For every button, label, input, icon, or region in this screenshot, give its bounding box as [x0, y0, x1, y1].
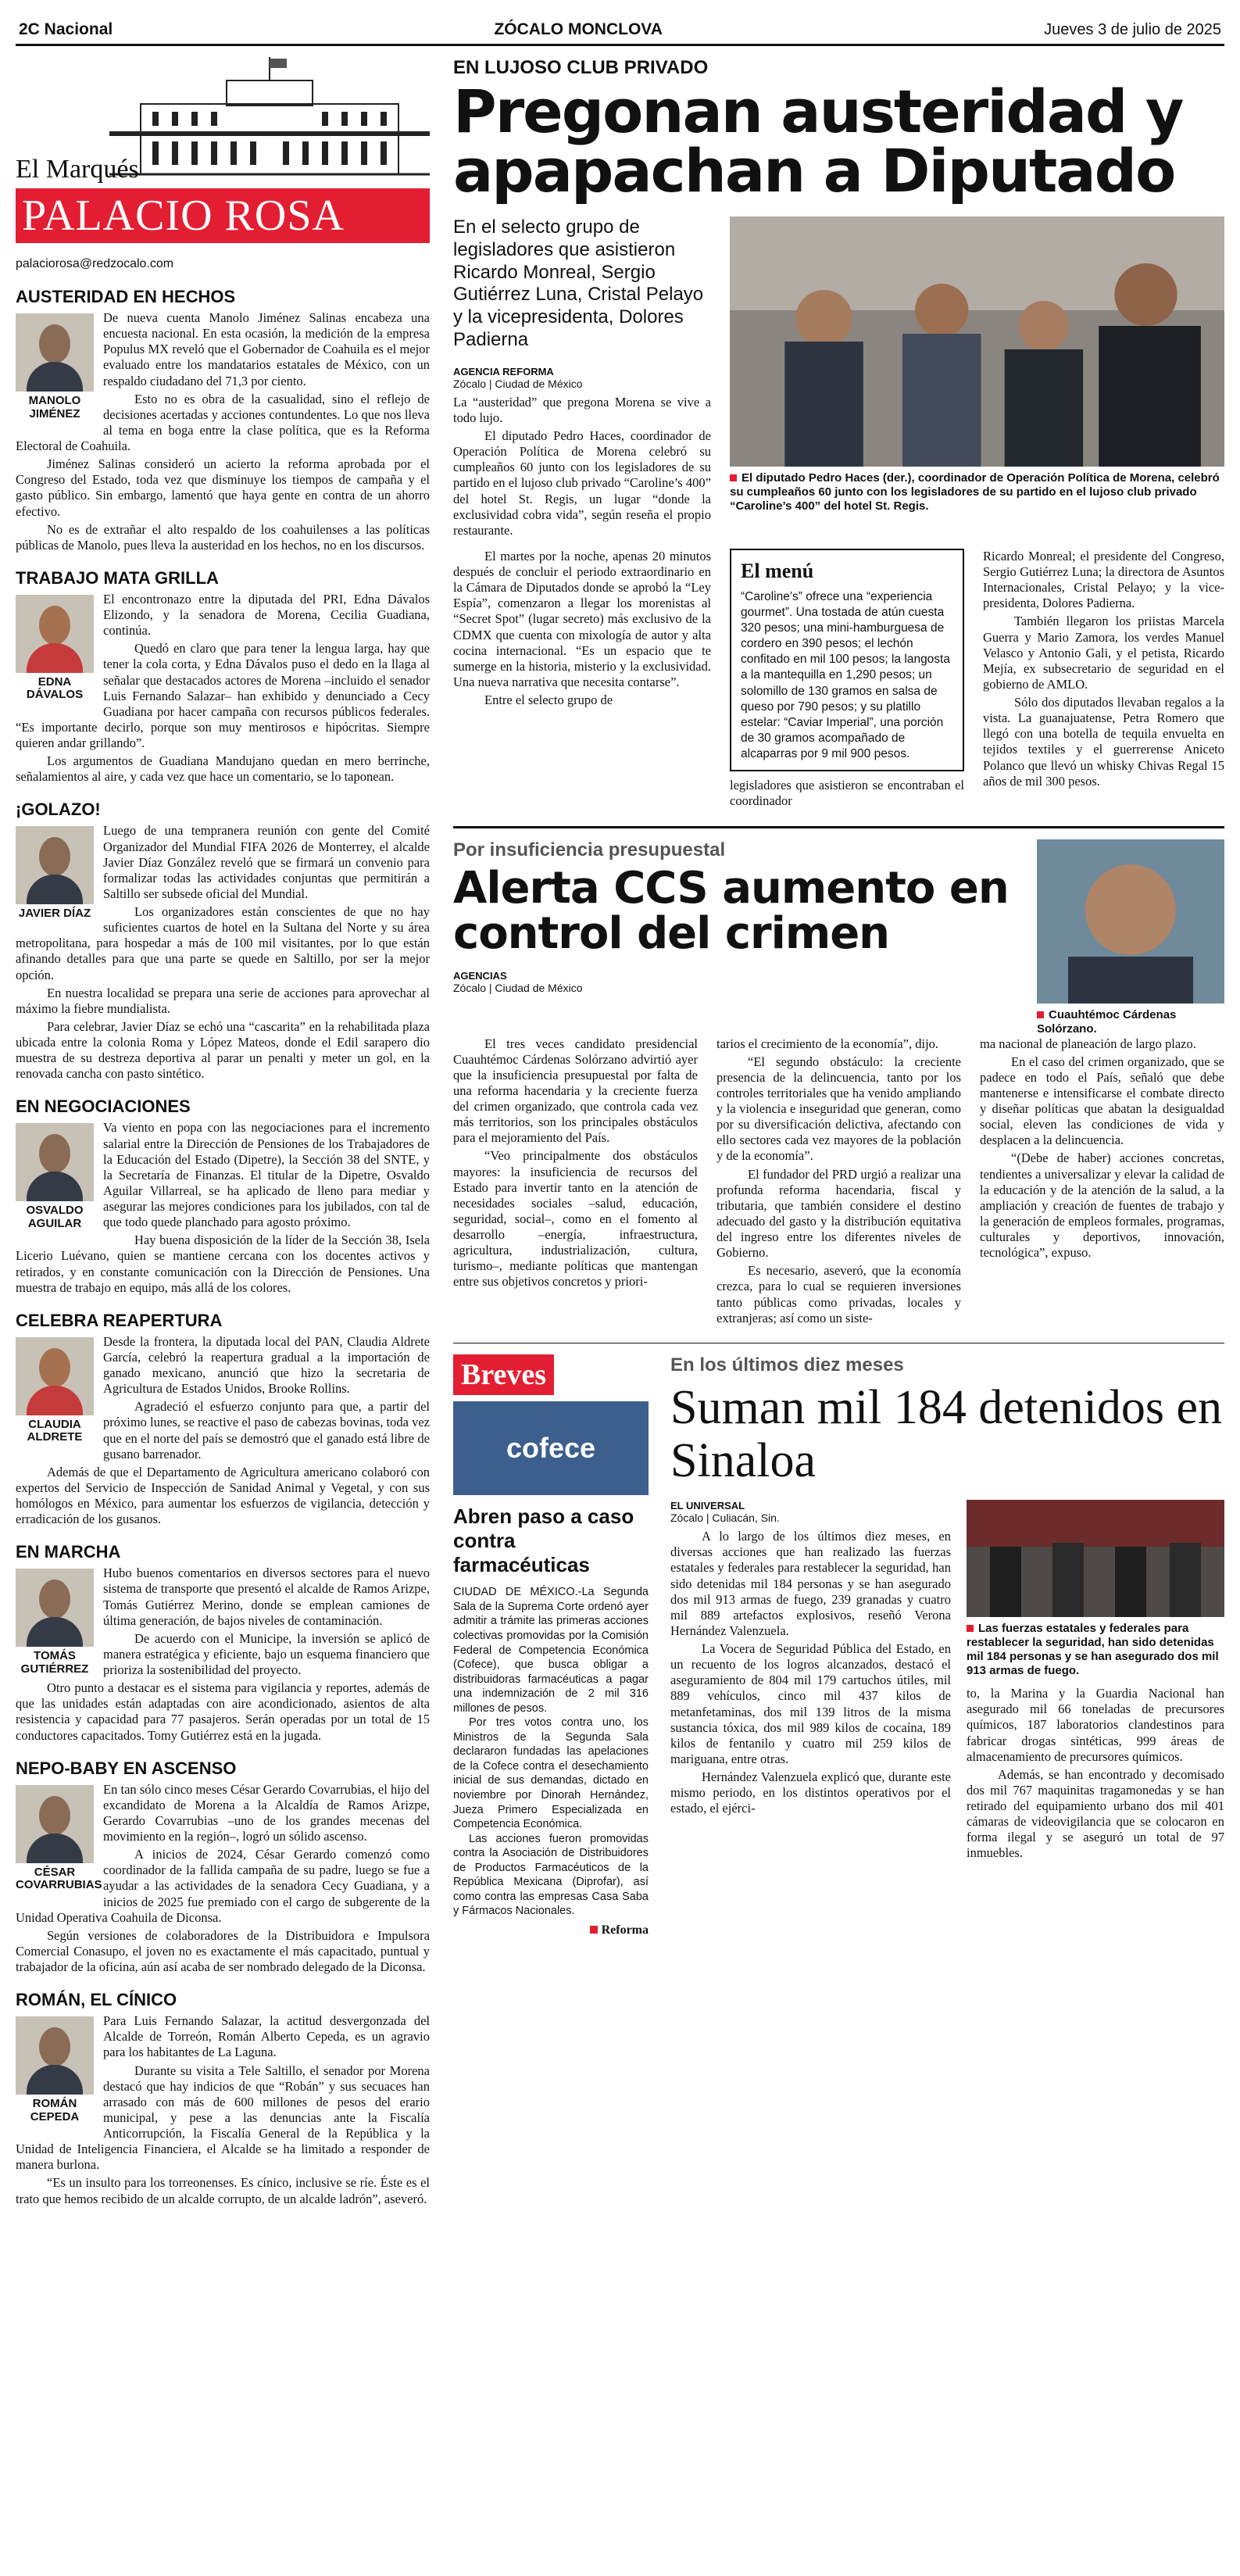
lead-place: Zócalo | Ciudad de México: [453, 377, 583, 390]
palace-illustration: [109, 57, 430, 182]
column-item: [16, 1752, 430, 1978]
lead-body: legisladores que asistieron se encontraban el coordinador: [730, 778, 964, 809]
issue-date: Jueves 3 de julio de 2025: [1044, 21, 1221, 38]
second-headline: Alerta CCS aumento en control del crimen: [453, 862, 1009, 960]
second-body: tarios el crecimiento de la economía”, dijo.: [716, 1036, 939, 1051]
breves-label: Breves: [453, 1354, 554, 1395]
photo-caption: CÉSAR COVARRUBIAS: [16, 1865, 102, 1892]
breves-body: Por tres votos contra uno, los Ministros de la Segunda Sala declararon fundadas las apelaciones de la Cofece contra el desechamiento inicial de sus demandas, dictado en noviembre por Dinorah Hernández, Jueza Primero Especializada en Competencia Económica.: [453, 1716, 649, 1831]
portrait-icon: [16, 1569, 94, 1647]
columnist-photo: [16, 313, 94, 420]
photo-caption: TOMÁS GUTIÉRREZ: [20, 1649, 89, 1676]
party-photo-icon: [730, 216, 1224, 467]
lead-photo-caption: El diputado Pedro Haces (der.), coordinador de Operación Política de Morena, celebró su cumpleaños 60 junto con los legisladores de su partido en el lujoso club privado “Caroline’s 400” del hotel St. Regis.: [730, 471, 1220, 513]
breves-headline: Abren paso a caso contra farmacéuticas: [453, 1504, 634, 1577]
sinaloa-photo: [967, 1500, 1224, 1617]
column-item: [16, 281, 430, 556]
second-body: “(Debe de haber) acciones concretas, tendientes a universalizar y elevar la calidad de la educación y de la atención de la salud, a la ampliación y creación de fuentes de trabajo y la generación de empleos formales, programas, culturales y deportivos, innovación, tecnológica”, expuso.: [980, 1150, 1224, 1261]
portrait-icon: [1037, 839, 1224, 1004]
portrait-icon: [16, 595, 94, 673]
cardenas-photo: [1037, 839, 1224, 1004]
column-item-paragraph: A inicios de 2024, César Gerardo comenzó como coordinador de la fallida campaña de su padre, luego se fue a ayudar a las actividades de la senadora Cecy Guadiana, y a inicios de 2025 fue premiado con el cargo de subgerente de la Unidad Operativa Coahuila de Diconsa.: [16, 1847, 430, 1925]
sinaloa-headline: Suman mil 184 detenidos en Sinaloa: [670, 1380, 1223, 1487]
lead-agency: AGENCIA REFORMA: [453, 365, 554, 377]
column-item: [16, 1304, 430, 1530]
column-item: [16, 1536, 430, 1745]
sinaloa-place: Zócalo | Culiacán, Sin.: [670, 1512, 780, 1525]
columnist-photo: [16, 1123, 94, 1230]
columnist-photo: [16, 595, 94, 702]
sinaloa-agency: EL UNIVERSAL: [670, 1500, 745, 1512]
portrait-icon: [16, 1785, 94, 1863]
column-item-paragraph: Va viento en popa con las negociaciones para el incremento salarial entre la Dirección de Pensiones de los Trabajadores de la Educación del Estado (Dipetre), la Sección 38 del SNTE, y la Secretaría de Finanzas. El titular de la Dipetre, Osvaldo Aguilar Villarreal, se ha aplicado de lleno para mediar y asegurar las mejores condiciones para los jubilados, con tal de que todo quede planchado para agosto próximo.: [103, 1120, 430, 1230]
column-item-paragraph: Para Luis Fernando Salazar, la actitud desvergonzada del Alcalde de Torreón, Román Alberto Cepeda, es un agravio para los habitantes de La Laguna.: [103, 2013, 430, 2060]
sinaloa-body: La Vocera de Seguridad Pública del Estado, en un recuento de los logros alcanzados, destacó el aseguramiento de 804 mil 179 cartuchos útiles, mil 889 vehículos, cinco mil 437 kilos de metanfetaminas, dos mil 139 litros de la misma sustancia tóxica, dos mil 989 kilos de cocaína, 189 kilos de fentanilo y cuatro mil 259 kilos de mariguana, entre otras.: [670, 1641, 951, 1766]
columnist-photo: [16, 1785, 102, 1892]
sinaloa-caption: Las fuerzas estatales y federales para restablecer la seguridad, han sido detenidas mil 184 personas y se han asegurado dos mil 913 armas de fuego.: [967, 1622, 1219, 1678]
column-item-paragraph: Otro punto a destacar es el sistema para vigilancia y reportes, además de que las unidades están adaptadas con aire acondicionado, asientos de alta resistencia y capacidad para 77 pasajeros. Serán operadas por un total de 15 conductores capacitados. Tomy Gutiérrez está en la jugada.: [16, 1680, 430, 1743]
column-item: [16, 562, 430, 788]
photo-caption: CLAUDIA ALDRETE: [27, 1417, 83, 1444]
gossip-column: [16, 57, 430, 2216]
lead-body: El diputado Pedro Haces, coordinador de Operación Política de Morena celebró su cumpleaños 60 junto con los legisladores de su partido en el lujoso club privado “Caroline’s 400” del hotel St. Regis, un lugar “donde la exclusividad cobra vida”, según reseña el propio restaurante.: [453, 428, 711, 538]
column-item-heading: CELEBRA REAPERTURA: [16, 1310, 223, 1330]
portrait-icon: [16, 1123, 94, 1201]
menu-text: “Caroline’s” ofrece una “experiencia gourmet”. Una tostada de atún cuesta 320 pesos; una mini-hamburguesa de cordero en 390 pesos; el lechón confitado en mil 100 pesos; la langosta a la mantequilla en 1,290 pesos; un solomillo de 130 gramos en salsa de queso por 790 pesos; y su platillo estelar: “Caviar Imperial”, una porción de 30 gramos acompañado de alcaparras por 9 mil 900 pesos.: [741, 589, 950, 761]
column-item-paragraph: Los organizadores están conscientes de que no hay suficientes cuartos de hotel en la Sultana del Norte y su área metropolitana, para hospedar a más de 100 mil visitantes, por lo que están afinando detalles para que una parte se quede en Saltillo, por ser la mejor opción.: [16, 904, 430, 982]
section-label: 2C Nacional: [19, 20, 113, 38]
column-title: PALACIO ROSA: [16, 188, 430, 243]
column-author: El Marqués: [16, 155, 139, 184]
breves-body: CIUDAD DE MÉXICO.-La Segunda Sala de la Suprema Corte ordenó ayer admitir a trámite las primeras acciones colectivas promovidas por la Comisión Federal de Competencia Económica (Cofece), que busca obligar a distribuidoras farmacéuticas a pagar una indemnización de 2 mil 316 millones de pesos.: [453, 1586, 649, 1715]
photo-caption: MANOLO JIMÉNEZ: [28, 394, 81, 420]
columnist-photo: [16, 826, 94, 921]
second-kicker: Por insuficiencia presupuestal: [453, 839, 726, 860]
menu-box: [730, 549, 964, 771]
columnist-photo: [16, 1569, 94, 1676]
lead-body: La “austeridad” que pregona Morena se vive a todo lujo.: [453, 394, 711, 425]
lead-body: El martes por la noche, apenas 20 minutos después de concluir el periodo extraordinario en la Cámara de Diputados donde se aprobó la “Ley Espía”, comenzaron a llegar los morenistas al “Secret Spot” (lugar secreto) más exclusivo de la CDMX que cuenta con mixología de autor y alta cocina internacional. “Es un espacio que te sumerge en la historia, misterio y la exclusividad. Una nueva narrativa que necesita contarse”.: [453, 548, 711, 689]
column-item-heading: ¡GOLAZO!: [16, 800, 101, 820]
column-item-heading: AUSTERIDAD EN HECHOS: [16, 287, 236, 306]
column-item-heading: EN MARCHA: [16, 1542, 121, 1562]
column-item-heading: TRABAJO MATA GRILLA: [16, 567, 219, 588]
column-item-paragraph: Durante su visita a Tele Saltillo, el senador por Morena destacó que hay indicios de que “Robán” y sus secuaces han arrasado con más de 600 millones de pesos del erario municipal, y pese a las denuncias ante la Fiscalía Anticorrupción, la Fiscalía General de la República y la Unidad de Inteligencia Financiera, el Alcalde se ha limitado a responder de manera burlona.: [16, 2063, 430, 2173]
lead-body: Sólo dos diputados llevaban regalos a la vista. La guanajuatense, Petra Romero que llegó con una botella de tequila envuelta en tejidos textiles y el guerrerense Aniceto Polanco que llevó un whisky Chivas Regal 15 años de mil 300 pesos.: [983, 695, 1224, 789]
column-item-paragraph: De nueva cuenta Manolo Jiménez Salinas encabeza una encuesta nacional. En esta ocasión, la medición de la empresa Populus MX reveló que el Gobernador de Coahuila es el mejor evaluado entre los mandatarios estatales de México, con un respaldo ciudadano del 71,3 por ciento.: [103, 310, 430, 388]
column-item-paragraph: El encontronazo entre la diputada del PRI, Edna Dávalos Elizondo, y la senadora de Morena, Cecilia Guadiana, continúa.: [103, 591, 430, 639]
column-item-paragraph: En nuestra localidad se prepara una serie de acciones para aprovechar al máximo la fiebre mundialista.: [16, 985, 430, 1016]
second-body: “El segundo obstáculo: la creciente presencia de la delincuencia, tanto por los controles territoriales que ha venido ampliando y la violencia e inseguridad que generan, como por su diversificación delictiva, afectando con ello sectores cada vez mayores de la población y de la economía”.: [716, 1054, 961, 1164]
column-item-heading: ROMÁN, EL CÍNICO: [16, 1990, 177, 2010]
columnist-photo: [16, 2016, 94, 2123]
sinaloa-kicker: En los últimos diez meses: [670, 1354, 904, 1376]
second-body: ma nacional de planeación de largo plazo.: [980, 1036, 1196, 1051]
column-item: [16, 1090, 430, 1297]
column-item-paragraph: No es de extrañar el alto respaldo de los coahuilenses a las políticas públicas de Manolo, pues lleva la austeridad en los hechos, no en los discursos.: [16, 521, 430, 553]
column-item: [16, 793, 430, 1084]
portrait-icon: [16, 2016, 94, 2095]
sinaloa-body: Además, se han encontrado y decomisado dos mil 767 maquinitas tragamonedas y se han retirado del equipamiento urbano dos mil 401 cámaras de videovigilancia que se colocaron en forma ilegal y se aseguró un total de 97 inmuebles.: [967, 1766, 1224, 1861]
second-place: Zócalo | Ciudad de México: [453, 982, 583, 995]
column-item-paragraph: “Es un insulto para los torreonenses. Es cínico, inclusive se ríe. Éste es el trato que hemos recibido de un alcalde corrupto, de un alcalde ladrón”, aseveró.: [16, 2175, 430, 2206]
column-item-paragraph: Jiménez Salinas consideró un acierto la reforma aprobada por el Congreso del Estado, toda vez que disminuye los tiempos de campaña y el gasto público. Sin embargo, lamentó que haya gente en contra de un ahorro efectivo.: [16, 456, 430, 519]
column-item-paragraph: En tan sólo cinco meses César Gerardo Covarrubias, el hijo del excandidato de Morena a la Alcaldía de Ramos Arizpe, Gerardo Covarrubias –uno de los grandes mecenas del movimiento en la región–, logró un sólido ascenso.: [103, 1781, 430, 1844]
column-item-paragraph: Luego de una tempranera reunión con gente del Comité Organizador del Mundial FIFA 2026 de Monterrey, el alcalde Javier Díaz González reveló que se firmará un convenio para formalizar todas las actividades conjuntas que permitirán a Saltillo ser subsede oficial del Mundial.: [103, 823, 430, 901]
cofece-logo: cofece: [453, 1401, 649, 1495]
lead-headline: Pregonan austeridad y apapachan a Diputado: [453, 77, 1183, 206]
column-email: palaciorosa@redzocalo.com: [16, 257, 174, 270]
photo-caption: JAVIER DÍAZ: [18, 907, 91, 921]
portrait-icon: [16, 313, 94, 392]
menu-title: El menú: [741, 559, 814, 582]
cardenas-caption: Cuauhtémoc Cárdenas Solórzano.: [1037, 1007, 1177, 1036]
column-item-paragraph: Hubo buenos comentarios en diversos sectores para el nuevo sistema de transporte que presentó el alcalde de Ramos Arizpe, Tomás Gutiérrez Merino, donde se emplean camiones de última generación, de bajos niveles de contaminación.: [103, 1565, 430, 1628]
column-item-paragraph: Según versiones de colaboradores de la Distribuidora e Impulsora Comercial Conasupo, el joven no es exactamente el más capacitado, puntual y trabajador de la oficina, aún así acaba de ser nombrado delegado de la Diconsa.: [16, 1927, 430, 1974]
breves-body: Las acciones fueron promovidas contra la Asociación de Distribuidores de Productos Farmacéuticos de la República Mexicana (Diprofar), así como contra las empresas Casa Saba y Fármacos Nacionales.: [453, 1832, 649, 1918]
column-item-paragraph: Esto no es obra de la casualidad, sino el reflejo de decisiones acertadas y acciones contundentes. Lo que nos lleva al tema en boga entre la clase política, que es la Reforma Electoral de Coahuila.: [16, 391, 430, 453]
second-body: En el caso del crimen organizado, que se padece en todo el País, señaló que debe mantenerse e intensificarse el combate directo y diseñar políticas que abatan la desigualdad social, eleven las condiciones de vida y desplacen a la delincuencia.: [980, 1054, 1224, 1148]
second-body: “Veo principalmente dos obstáculos mayores: la insuficiencia de recursos del Estado para invertir tanto en la atención de necesidades sociales –salud, educación, seguridad, social–, como en el fomento al desarrollo –energía, infraestructura, agricultura, industrialización, cultura, turismo–, mediante políticas que mantengan entre sus objetivos concretos y priori-: [453, 1148, 698, 1290]
column-masthead: [16, 57, 430, 252]
lead-photo: [730, 216, 1224, 467]
sinaloa-body: to, la Marina y la Guardia Nacional han asegurado mil 66 toneladas de precursores químicos, 187 laboratorios clandestinos para fabricar drogas sintéticas, 999 áreas de almacenamiento de precursores químicos.: [967, 1686, 1224, 1764]
sinaloa-body: Hernández Valenzuela explicó que, durante este mismo periodo, en los distintos operativos por el estado, el ejérci-: [670, 1769, 951, 1816]
sinaloa-body: A lo largo de los últimos diez meses, en diversas acciones que han realizado las fuerzas estatales y federales para restablecer la seguridad, han sido detenidas mil 184 personas y se han asegurado dos mil 913 armas de fuego, 239 granadas y cuatro mil 889 artefactos explosivos, reseñó Verona Hernández Valenzuela.: [670, 1529, 951, 1638]
columnist-photo: [16, 1337, 94, 1444]
column-item-paragraph: Para celebrar, Javier Díaz se echó una “cascarita” en la rehabilitada plaza ubicada entre la colonia Roma y López Mateos, donde el Edil sarapero dio muestra de su destreza deportiva al parar un penalti y meter un gol, en la renovada cancha con pasto sintético.: [16, 1018, 430, 1082]
second-body: El fundador del PRD urgió a realizar una profunda reforma hacendaria, fiscal y tributaria, que también considere el destino adecuado del gasto y la distribución equitativa del ingreso entre los diferentes niveles de Gobierno.: [716, 1166, 961, 1261]
column-item-heading: NEPO-BABY EN ASCENSO: [16, 1758, 237, 1778]
column-item-paragraph: Agradeció el esfuerzo conjunto para que, a partir del próximo lunes, se reactive el paso de cabezas bovinas, toda vez que en el norte del país se demostró que el ganado está libre de gusano barrenador.: [103, 1399, 430, 1462]
newspaper-page: [16, 16, 1224, 2545]
column-item-paragraph: Además de que el Departamento de Agricultura americano colaboró con expertos del Servicio de Inspección de Sanidad Animal y Vegetal, y con sus homólogos en México, para aumentar los esfuerzos de vigilancia, detección y erradicación de los gusanos.: [16, 1464, 430, 1527]
lead-body: Entre el selecto grupo de: [484, 692, 613, 708]
column-items: [16, 281, 430, 2209]
lead-kicker: EN LUJOSO CLUB PRIVADO: [453, 57, 709, 78]
paper-name: ZÓCALO MONCLOVA: [494, 20, 663, 38]
main-stories: [453, 57, 1224, 2216]
column-item-heading: EN NEGOCIACIONES: [16, 1097, 191, 1117]
column-item-paragraph: Quedó en claro que para tener la lengua larga, hay que tener la cola corta, y Edna Dávalos puso el dedo en la llaga al señalar que destacados actores de Morena –incluido el senador Luis Fernando Salazar– han exhibido y denunciado a Cecy Guadiana por hacer campaña con recursos públicos federales. “Es importante decirlo, porque son muy mentirosos e hipócritas. Siempre quieren andar grillando”.: [16, 641, 430, 750]
lead-lede: En el selecto grupo de legisladores que asistieron Ricardo Monreal, Sergio Gutiérrez Luna, Cristal Pelayo y la vicepresidenta, Dolores Padierna: [453, 216, 704, 350]
photo-caption: OSVALDO AGUILAR: [26, 1204, 84, 1230]
second-body: El tres veces candidato presidencial Cuauhtémoc Cárdenas Solórzano advirtió ayer que la insuficiencia presupuestal por falta de una reforma hacendaria y la creciente fuerza del crimen organizado, que controla cada vez más territorios, son los principales obstáculos para el mejoramiento del País.: [453, 1036, 698, 1146]
breves-source: Reforma: [453, 1923, 649, 1937]
lead-body: Ricardo Monreal; el presidente del Congreso, Sergio Gutiérrez Luna; la directora de Asuntos Internacionales, Cristal Pelayo; y la vice-presidenta, Dolores Padierna.: [983, 548, 1224, 611]
column-item: [16, 1984, 430, 2209]
column-item-paragraph: Los argumentos de Guadiana Mandujano quedan en mero berrinche, señalamientos al aire, y cada vez que hace un comentario, se lo taponean.: [16, 753, 430, 785]
photo-caption: EDNA DÁVALOS: [26, 674, 84, 702]
page-header: [16, 16, 1224, 46]
lead-body: También llegaron los priistas Marcela Guerra y Mario Zamora, los verdes Manuel Velasco y Antonio Gali, y el petista, Ricardo Mejía, ex subsecretario de seguridad en el gobierno de AMLO.: [983, 614, 1224, 692]
detention-photo-icon: [967, 1500, 1224, 1617]
breves-box: [453, 1354, 649, 1937]
column-item-paragraph: Desde la frontera, la diputada local del PAN, Claudia Aldrete García, celebró la reapertura gradual a la importación de ganado mexicano, anunció que hizo la secretaria de Agricultura de Estados Unidos, Brooke Rollins.: [103, 1333, 430, 1397]
portrait-icon: [16, 1337, 94, 1415]
second-agency: AGENCIAS: [453, 970, 507, 982]
photo-caption: ROMÁN CEPEDA: [30, 2097, 80, 2123]
portrait-icon: [16, 826, 94, 904]
second-body: Es necesario, aseveró, que la economía crezca, para lo cual se requieren inversiones tanto públicas como privadas, locales y extranjeras; así como un siste-: [716, 1263, 961, 1326]
column-item-paragraph: Hay buena disposición de la líder de la Sección 38, Isela Licerio Luévano, quien se mantiene cercana con los docentes activos y retirados, y en constante comunicación con la Dirección de Pensiones. Una muestra de trabajo en equipo, más allá de los colores.: [16, 1233, 430, 1295]
column-item-paragraph: De acuerdo con el Municipe, la inversión se aplicó de manera estratégica y eficiente, bajo un esquema financiero que prioriza la sostenibilidad del proyecto.: [103, 1630, 430, 1677]
